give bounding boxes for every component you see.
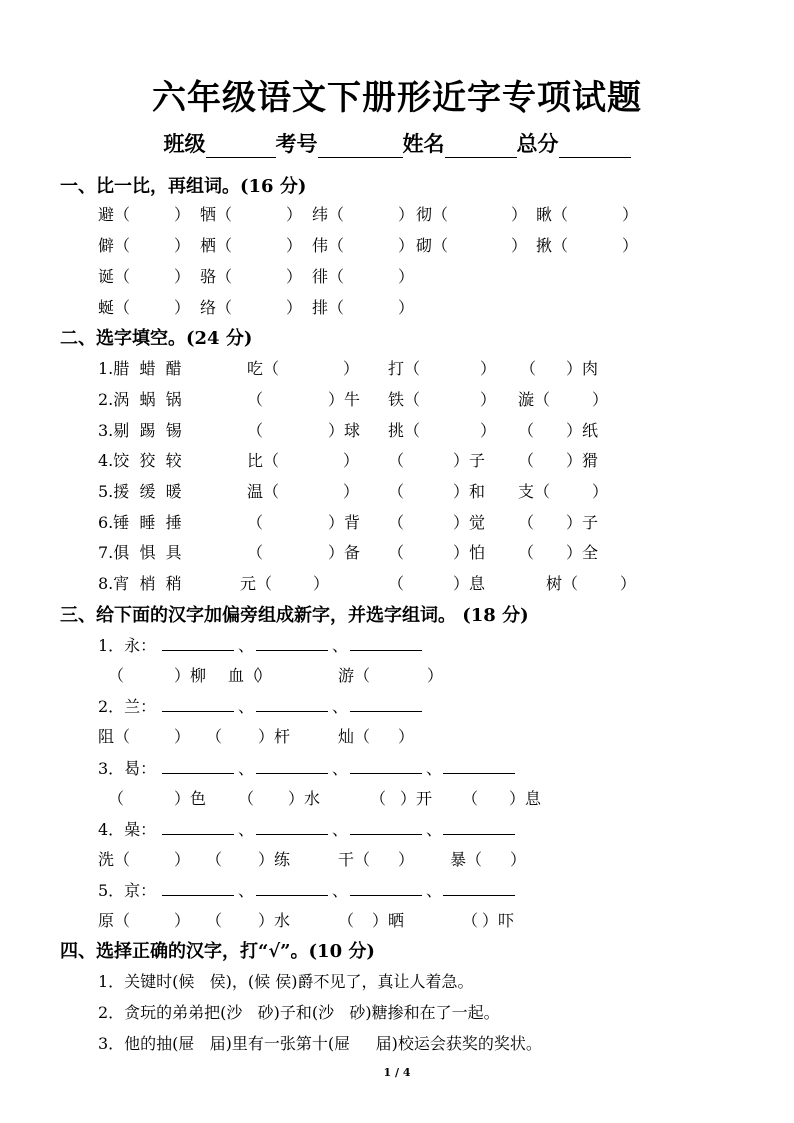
section-2-row	[0, 356, 794, 380]
fill-blank-part[interactable]: （	[518, 451, 535, 470]
word-blank-part[interactable]: 灿（	[338, 727, 371, 746]
char-prompt: 避（	[98, 205, 131, 224]
name-label: 姓名	[402, 131, 445, 156]
char-prompt: 排（	[312, 298, 345, 317]
new-char-blank[interactable]	[443, 773, 515, 774]
fill-blank-part[interactable]: （	[388, 451, 405, 470]
fill-blank-part[interactable]: ）备	[328, 543, 361, 562]
char-options: 4.饺 狡 较	[98, 451, 182, 470]
word-blank-part[interactable]: ）吓	[482, 911, 515, 930]
char-prompt: 伟（	[312, 236, 345, 255]
section-1-row	[0, 295, 794, 319]
fill-blank-part[interactable]: ）	[620, 574, 637, 593]
separator: 、	[426, 881, 443, 900]
fill-blank-part[interactable]: ）	[313, 574, 330, 593]
separator: 、	[238, 697, 255, 716]
fill-blank-part[interactable]: （	[247, 421, 264, 440]
fill-blank-part[interactable]: ）牛	[328, 390, 361, 409]
item-lead: 4．喿：	[98, 820, 157, 839]
fill-blank-part[interactable]: 挑（	[388, 421, 421, 440]
fill-blank-part[interactable]: ）觉	[453, 513, 486, 532]
word-blank-part[interactable]: ）晒	[372, 911, 405, 930]
word-blank-part[interactable]: （	[206, 727, 223, 746]
answer-blank-close[interactable]: ）	[286, 236, 303, 255]
fill-blank-part[interactable]: ）肉	[566, 359, 599, 378]
char-options: 5.援 缓 暖	[98, 482, 182, 501]
answer-blank-close[interactable]: ）	[174, 267, 191, 286]
fill-blank-part[interactable]: ）猾	[566, 451, 599, 470]
answer-blank-close[interactable]: ）	[398, 205, 415, 224]
section-3-word-row	[0, 908, 794, 932]
choice-sentence[interactable]: 1．关键时(候 侯)，(候 侯)爵不见了，真让人着急。	[98, 972, 474, 991]
fill-blank-part[interactable]: （	[247, 543, 264, 562]
word-blank-part[interactable]: ）	[174, 727, 191, 746]
char-options: 3.剔 踢 锡	[98, 421, 182, 440]
score-blank[interactable]	[559, 135, 631, 158]
separator: 、	[332, 881, 349, 900]
fill-blank-part[interactable]: ）	[592, 482, 609, 501]
section-2-row	[0, 418, 794, 442]
class-blank[interactable]	[206, 135, 276, 158]
exam-no-label: 考号	[275, 131, 318, 156]
fill-blank-part[interactable]: （	[247, 390, 264, 409]
section-3-word-row	[0, 663, 794, 687]
answer-blank-close[interactable]: ）	[398, 267, 415, 286]
separator: 、	[332, 820, 349, 839]
word-blank-part[interactable]: （	[206, 850, 223, 869]
separator: 、	[426, 820, 443, 839]
word-blank-part[interactable]: （	[370, 789, 387, 808]
fill-blank-part[interactable]: （	[388, 574, 405, 593]
section-1-row	[0, 202, 794, 226]
fill-blank-part[interactable]: 吃（	[247, 359, 280, 378]
char-prompt: 揪（	[536, 236, 569, 255]
char-options: 2.涡 蜗 锅	[98, 390, 182, 409]
section-2-row	[0, 387, 794, 411]
new-char-blank[interactable]	[256, 711, 328, 712]
fill-blank-part[interactable]: （	[518, 543, 535, 562]
new-char-blank[interactable]	[350, 834, 422, 835]
separator: 、	[238, 881, 255, 900]
section-2-row	[0, 510, 794, 534]
fill-blank-part[interactable]: ）球	[328, 421, 361, 440]
section-2-row	[0, 448, 794, 472]
word-blank-part[interactable]: ）水	[288, 789, 321, 808]
answer-blank-close[interactable]: ）	[174, 298, 191, 317]
new-char-blank[interactable]	[162, 834, 234, 835]
char-prompt: 骆（	[200, 267, 233, 286]
fill-blank-part[interactable]: （	[388, 513, 405, 532]
word-blank-part[interactable]: 原（	[98, 911, 131, 930]
new-char-blank[interactable]	[256, 895, 328, 896]
word-blank-part[interactable]: 游（	[338, 666, 371, 685]
char-prompt: 络（	[200, 298, 233, 317]
item-lead: 3．曷：	[98, 759, 157, 778]
exam-no-blank[interactable]	[318, 135, 403, 158]
word-blank-part[interactable]: ）	[174, 850, 191, 869]
section-2-row	[0, 479, 794, 503]
char-prompt: 诞（	[98, 267, 131, 286]
char-prompt: 蜒（	[98, 298, 131, 317]
item-lead: 2．兰：	[98, 697, 157, 716]
answer-blank-close[interactable]: ）	[174, 236, 191, 255]
word-blank-part[interactable]: （	[108, 666, 125, 685]
char-prompt: 牺（	[200, 205, 233, 224]
char-options: 7.俱 惧 具	[98, 543, 182, 562]
word-blank-part[interactable]: 干（	[338, 850, 371, 869]
section-2-row	[0, 540, 794, 564]
page-title: 六年级语文下册形近字专项试题	[152, 78, 642, 118]
word-blank-part[interactable]: ）	[510, 850, 527, 869]
fill-blank-part[interactable]: 打（	[388, 359, 421, 378]
word-blank-part[interactable]: ）开	[400, 789, 433, 808]
answer-blank-close[interactable]: ）	[511, 236, 528, 255]
new-char-blank[interactable]	[350, 711, 422, 712]
word-blank-part[interactable]: （	[462, 911, 479, 930]
answer-blank-close[interactable]: ）	[174, 205, 191, 224]
fill-blank-part[interactable]: ）纸	[566, 421, 599, 440]
word-blank-part[interactable]: （	[462, 789, 479, 808]
answer-blank-close[interactable]: ）	[622, 205, 639, 224]
new-char-blank[interactable]	[350, 773, 422, 774]
fill-blank-part[interactable]: 树（	[546, 574, 579, 593]
word-blank-part[interactable]: 阻（	[98, 727, 131, 746]
word-blank-part[interactable]: 暴（	[450, 850, 483, 869]
word-blank-part[interactable]: ）练	[258, 850, 291, 869]
answer-blank-close[interactable]: ）	[622, 236, 639, 255]
fill-blank-part[interactable]: ）和	[453, 482, 486, 501]
word-blank-part[interactable]: ）息	[509, 789, 542, 808]
new-char-blank[interactable]	[256, 773, 328, 774]
word-blank-part[interactable]: （	[206, 911, 223, 930]
word-blank-part[interactable]: ）杆	[258, 727, 291, 746]
separator: 、	[426, 759, 443, 778]
new-char-blank[interactable]	[162, 711, 234, 712]
fill-blank-part[interactable]: ）息	[453, 574, 486, 593]
word-blank-part[interactable]: （	[238, 789, 255, 808]
word-blank-part[interactable]: （	[108, 789, 125, 808]
fill-blank-part[interactable]: ）	[480, 390, 497, 409]
new-char-blank[interactable]	[350, 895, 422, 896]
fill-blank-part[interactable]: ）	[343, 482, 360, 501]
fill-blank-part[interactable]: （	[388, 482, 405, 501]
fill-blank-part[interactable]: 元（	[240, 574, 273, 593]
section-3-word-row	[0, 847, 794, 871]
fill-blank-part[interactable]: ）子	[566, 513, 599, 532]
fill-blank-part[interactable]: ）子	[453, 451, 486, 470]
section-2-row	[0, 571, 794, 595]
section-4-heading: 四、选择正确的汉字，打“√”。(10 分)	[60, 941, 375, 962]
answer-blank-close[interactable]: ）	[398, 236, 415, 255]
char-prompt: 砌（	[416, 236, 449, 255]
fill-blank-part[interactable]: （	[388, 543, 405, 562]
separator: 、	[238, 759, 255, 778]
section-1-heading: 一、比一比，再组词。(16 分)	[60, 176, 307, 197]
fill-blank-part[interactable]: ）	[343, 359, 360, 378]
fill-blank-part[interactable]: ）	[480, 421, 497, 440]
new-char-blank[interactable]	[350, 650, 422, 651]
char-prompt: 纬（	[312, 205, 345, 224]
fill-blank-part[interactable]: ）怕	[453, 543, 486, 562]
section-1-row	[0, 264, 794, 288]
fill-blank-part[interactable]: ）	[343, 451, 360, 470]
fill-blank-part[interactable]: ）	[592, 390, 609, 409]
separator: 、	[238, 820, 255, 839]
new-char-blank[interactable]	[443, 895, 515, 896]
fill-blank-part[interactable]: 铁（	[388, 390, 421, 409]
char-options: 6.锤 睡 捶	[98, 513, 182, 532]
section-3-heading: 三、给下面的汉字加偏旁组成新字，并选字组词。 (18 分)	[60, 605, 529, 626]
word-blank-part[interactable]: ）	[174, 911, 191, 930]
char-prompt: 僻（	[98, 236, 131, 255]
section-3-word-row	[0, 786, 794, 810]
item-lead: 1．永：	[98, 636, 157, 655]
word-blank-part[interactable]: ）色	[174, 789, 207, 808]
char-prompt: 栖（	[200, 236, 233, 255]
word-blank-part[interactable]: ）	[427, 666, 444, 685]
class-label: 班级	[163, 131, 206, 156]
choice-sentence[interactable]: 2．贪玩的弟弟把(沙 砂)子和(沙 砂)糖掺和在了一起。	[98, 1003, 500, 1022]
section-3-word-row	[0, 724, 794, 748]
name-blank[interactable]	[445, 135, 517, 158]
word-blank-part[interactable]: ）	[398, 850, 415, 869]
fill-blank-part[interactable]: ）全	[566, 543, 599, 562]
new-char-blank[interactable]	[443, 834, 515, 835]
fill-blank-part[interactable]: （	[520, 359, 537, 378]
fill-blank-part[interactable]: ）背	[328, 513, 361, 532]
answer-blank-close[interactable]: ）	[398, 298, 415, 317]
word-blank-part[interactable]: （	[338, 911, 355, 930]
fill-blank-part[interactable]: 漩（	[518, 390, 551, 409]
fill-blank-part[interactable]: （	[247, 513, 264, 532]
char-prompt: 徘（	[312, 267, 345, 286]
fill-blank-part[interactable]: 支（	[518, 482, 551, 501]
separator: 、	[332, 759, 349, 778]
answer-blank-close[interactable]: ）	[511, 205, 528, 224]
section-2-heading: 二、选字填空。(24 分)	[60, 328, 253, 349]
answer-blank-close[interactable]: ）	[286, 267, 303, 286]
fill-blank-part[interactable]: ）	[480, 359, 497, 378]
fill-blank-part[interactable]: （	[518, 421, 535, 440]
page-number: 1 / 4	[383, 1066, 411, 1079]
answer-blank-close[interactable]: ）	[286, 298, 303, 317]
item-lead: 5．京：	[98, 881, 157, 900]
separator: 、	[238, 636, 255, 655]
char-options: 1.腊 蜡 醋	[98, 359, 182, 378]
new-char-blank[interactable]	[162, 895, 234, 896]
char-options: 8.宵 梢 稍	[98, 574, 182, 593]
fill-blank-part[interactable]: 温（	[247, 482, 280, 501]
choice-sentence[interactable]: 3．他的抽(屉 届)里有一张第十(屉 届)校运会获奖的奖状。	[98, 1034, 542, 1053]
new-char-blank[interactable]	[256, 650, 328, 651]
student-info-line	[0, 128, 794, 158]
char-prompt: 彻（	[416, 205, 449, 224]
answer-blank-close[interactable]: ）	[286, 205, 303, 224]
new-char-blank[interactable]	[162, 773, 234, 774]
new-char-blank[interactable]	[162, 650, 234, 651]
word-blank-part[interactable]: ）水	[258, 911, 291, 930]
word-blank-part[interactable]: ）	[256, 666, 273, 685]
separator: 、	[332, 697, 349, 716]
word-blank-part[interactable]: 血（	[228, 666, 261, 685]
score-label: 总分	[516, 131, 559, 156]
word-blank-part[interactable]: ）	[398, 727, 415, 746]
word-blank-part[interactable]: 洗（	[98, 850, 131, 869]
fill-blank-part[interactable]: （	[518, 513, 535, 532]
new-char-blank[interactable]	[256, 834, 328, 835]
section-1-row	[0, 233, 794, 257]
fill-blank-part[interactable]: 比（	[247, 451, 280, 470]
separator: 、	[332, 636, 349, 655]
word-blank-part[interactable]: ）柳	[174, 666, 207, 685]
char-prompt: 瞅（	[536, 205, 569, 224]
